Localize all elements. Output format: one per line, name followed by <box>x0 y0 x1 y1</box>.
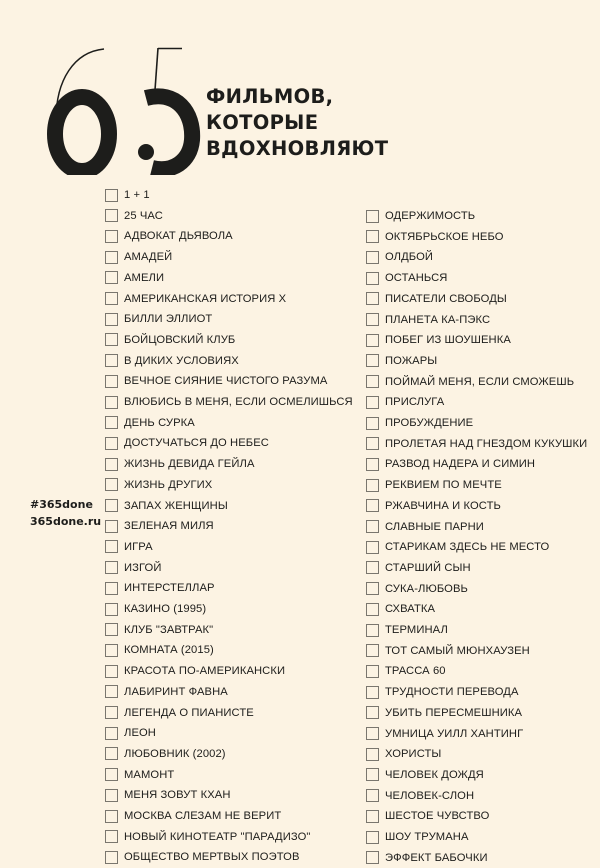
checklist-item[interactable] <box>105 436 269 450</box>
checklist-item-label: ОЛДБОЙ <box>385 251 434 264</box>
checkbox[interactable] <box>105 520 118 533</box>
checklist-item-label: КЛУБ "ЗАВТРАК" <box>124 623 214 636</box>
checklist-item[interactable] <box>366 685 519 699</box>
checklist-item[interactable] <box>105 312 212 326</box>
checkbox[interactable] <box>105 789 118 802</box>
checkbox[interactable] <box>105 375 118 388</box>
checkbox[interactable] <box>366 313 379 326</box>
checkbox[interactable] <box>366 375 379 388</box>
checklist-item-label: ТРУДНОСТИ ПЕРЕВОДА <box>385 686 519 699</box>
checklist-item[interactable] <box>366 540 549 554</box>
checklist-item-label: ЛАБИРИНТ ФАВНА <box>124 685 228 698</box>
checklist-item-label: ПОЙМАЙ МЕНЯ, ЕСЛИ СМОЖЕШЬ <box>385 375 575 388</box>
checkbox[interactable] <box>105 623 118 636</box>
checklist-item[interactable] <box>366 395 444 409</box>
checklist-item[interactable] <box>366 313 490 327</box>
checklist-item-label: АДВОКАТ ДЬЯВОЛА <box>124 230 233 243</box>
checklist-item[interactable] <box>366 851 488 865</box>
checklist-item-label: АМАДЕЙ <box>124 251 173 264</box>
checklist-item[interactable] <box>105 768 174 782</box>
checklist-item[interactable] <box>105 229 233 243</box>
checklist-item[interactable] <box>105 499 228 513</box>
checklist-item[interactable] <box>105 540 153 554</box>
checklist-item-label: ПОЖАРЫ <box>385 354 438 367</box>
checklist-item[interactable] <box>105 416 195 430</box>
checkbox[interactable] <box>105 830 118 843</box>
checkbox[interactable] <box>105 727 118 740</box>
checkbox[interactable] <box>366 499 379 512</box>
checklist-item-label: СХВАТКА <box>385 603 436 616</box>
checklist-item-label: УБИТЬ ПЕРЕСМЕШНИКА <box>385 706 523 719</box>
checkbox[interactable] <box>366 748 379 761</box>
checkbox[interactable] <box>105 644 118 657</box>
hashtag-label: #365done <box>30 498 93 511</box>
checklist-item-label: ЛЮБОВНИК (2002) <box>124 747 226 760</box>
checkbox[interactable] <box>366 686 379 699</box>
checklist-item-label: В ДИКИХ УСЛОВИЯХ <box>124 354 239 367</box>
checkbox[interactable] <box>366 727 379 740</box>
checkbox[interactable] <box>366 624 379 637</box>
checklist-item-label: ОБЩЕСТВО МЕРТВЫХ ПОЭТОВ <box>124 851 300 864</box>
checklist-item-label: КРАСОТА ПО-АМЕРИКАНСКИ <box>124 665 286 678</box>
checkbox[interactable] <box>366 644 379 657</box>
checklist-item-label: МЕНЯ ЗОВУТ КХАН <box>124 789 231 802</box>
checklist-item-label: БИЛЛИ ЭЛЛИОТ <box>124 313 213 326</box>
checkbox[interactable] <box>105 209 118 222</box>
checkbox[interactable] <box>105 333 118 346</box>
checklist-item-label: ЧЕЛОВЕК ДОЖДЯ <box>385 768 484 781</box>
checklist-item-label: СТАРИКАМ ЗДЕСЬ НЕ МЕСТО <box>385 541 550 554</box>
checkbox[interactable] <box>105 603 118 616</box>
checkbox[interactable] <box>366 789 379 802</box>
checklist-item-label: ТЕРМИНАЛ <box>385 624 448 636</box>
title-line-3: ВДОХНОВЛЯЮТ <box>206 137 389 160</box>
checklist-item[interactable] <box>105 333 235 347</box>
checklist-item-label: ВЛЮБИСЬ В МЕНЯ, ЕСЛИ ОСМЕЛИШЬСЯ <box>124 396 353 408</box>
checklist-item[interactable] <box>105 809 281 823</box>
checklist-item[interactable] <box>105 685 228 699</box>
checklist-item-label: ПРИСЛУГА <box>385 396 445 409</box>
checklist-item[interactable] <box>105 581 215 595</box>
checklist-item[interactable] <box>105 457 255 471</box>
checklist-item[interactable] <box>366 602 435 616</box>
checklist-item[interactable] <box>105 478 212 492</box>
checklist-item[interactable] <box>366 664 446 678</box>
checklist-item-label: 1 + 1 <box>124 189 150 201</box>
checkbox[interactable] <box>366 272 379 285</box>
checkbox[interactable] <box>366 582 379 595</box>
checklist-item-label: ПРОБУЖДЕНИЕ <box>385 417 474 429</box>
checklist-item-label: СТАРШИЙ СЫН <box>385 561 471 574</box>
checkbox[interactable] <box>105 685 118 698</box>
checklist-item-label: КОМНАТА (2015) <box>124 644 214 657</box>
checklist-item[interactable] <box>105 623 213 637</box>
checklist-item-label: ЛЕОН <box>124 727 156 740</box>
checklist-item[interactable] <box>366 809 489 823</box>
checkbox[interactable] <box>105 189 118 202</box>
checklist-item-label: ПИСАТЕЛИ СВОБОДЫ <box>385 292 507 305</box>
hero-number <box>26 40 206 175</box>
hero-number-text: 65 <box>26 40 28 41</box>
checkbox[interactable] <box>105 810 118 823</box>
checklist-item[interactable] <box>366 354 437 368</box>
checkbox[interactable] <box>366 831 379 844</box>
checklist-item[interactable] <box>105 374 327 388</box>
checkbox[interactable] <box>366 354 379 367</box>
checklist-item-label: ЛЕГЕНДА О ПИАНИСТЕ <box>124 706 254 719</box>
checklist-item[interactable] <box>366 623 448 637</box>
checkbox[interactable] <box>366 292 379 305</box>
checklist-item-label: ИЗГОЙ <box>124 561 162 574</box>
checklist-item-label: ТРАССА 60 <box>385 665 446 678</box>
checklist-item-label: ЖИЗНЬ ДЕВИДА ГЕЙЛА <box>124 458 255 471</box>
title-line-1: ФИЛЬМОВ, <box>206 85 334 108</box>
checkbox[interactable] <box>105 499 118 512</box>
checkbox[interactable] <box>105 768 118 781</box>
checklist-item[interactable] <box>105 788 231 802</box>
checkbox[interactable] <box>105 437 118 450</box>
checklist-item-label: ЧЕЛОВЕК-СЛОН <box>385 789 475 802</box>
checkbox[interactable] <box>366 210 379 223</box>
checkbox[interactable] <box>366 251 379 264</box>
checkbox[interactable] <box>105 706 118 719</box>
checklist-item[interactable] <box>366 520 484 534</box>
checkbox[interactable] <box>105 665 118 678</box>
checklist-item[interactable] <box>366 271 447 285</box>
checklist-item[interactable] <box>105 561 161 575</box>
checklist-item-label: ВЕЧНОЕ СИЯНИЕ ЧИСТОГО РАЗУМА <box>124 375 328 388</box>
checklist-item[interactable] <box>366 437 587 451</box>
side-credits <box>30 496 101 530</box>
checklist-item[interactable] <box>366 478 502 492</box>
checklist-item-label: ШОУ ТРУМАНА <box>385 831 469 843</box>
checklist-item-label: ИГРА <box>124 540 153 553</box>
checklist-item[interactable] <box>366 375 574 389</box>
checklist-item[interactable] <box>366 644 530 658</box>
checkbox[interactable] <box>105 478 118 491</box>
checklist-item[interactable] <box>366 582 468 596</box>
checkbox[interactable] <box>105 561 118 574</box>
checklist-item-label: НОВЫЙ КИНОТЕАТР "ПАРАДИЗО" <box>124 830 311 843</box>
checklist-item[interactable] <box>366 416 473 430</box>
checkbox[interactable] <box>366 230 379 243</box>
checkbox[interactable] <box>366 603 379 616</box>
checkbox[interactable] <box>105 747 118 760</box>
checklist-item-label: АМЕЛИ <box>124 271 165 284</box>
checklist-item[interactable] <box>105 726 156 740</box>
checklist-item[interactable] <box>366 727 523 741</box>
checkbox[interactable] <box>366 437 379 450</box>
checklist-item-label: ЗЕЛЕНАЯ МИЛЯ <box>124 520 214 533</box>
checklist-item-label: ИНТЕРСТЕЛЛАР <box>124 582 215 595</box>
checklist-item-label: ШЕСТОЕ ЧУВСТВО <box>385 810 490 823</box>
checklist-item-label: СЛАВНЫЕ ПАРНИ <box>385 520 484 533</box>
checklist-item[interactable] <box>105 188 150 202</box>
checkbox[interactable] <box>366 479 379 492</box>
checkbox[interactable] <box>366 520 379 533</box>
checkbox[interactable] <box>366 810 379 823</box>
checklist-item-label: МАМОНТ <box>124 768 175 781</box>
checkbox[interactable] <box>366 706 379 719</box>
checklist-item-label: ЖИЗНЬ ДРУГИХ <box>124 478 213 491</box>
checklist-item[interactable] <box>105 706 254 720</box>
checklist-item-label: ПЛАНЕТА КА-ПЭКС <box>385 313 491 326</box>
checkbox[interactable] <box>105 851 118 864</box>
checkbox[interactable] <box>105 313 118 326</box>
checklist-item[interactable] <box>105 250 172 264</box>
checkbox[interactable] <box>105 582 118 595</box>
checklist-item-label: ЭФФЕКТ БАБОЧКИ <box>385 851 488 864</box>
checklist-item-label: ТОТ САМЫЙ МЮНХАУЗЕН <box>385 644 530 657</box>
checklist-item[interactable] <box>366 747 441 761</box>
checkbox[interactable] <box>105 271 118 284</box>
checklist-item-label: РЕКВИЕМ ПО МЕЧТЕ <box>385 479 502 492</box>
checklist-item[interactable] <box>105 850 300 864</box>
checklist-item-label: 25 ЧАС <box>124 209 163 222</box>
checkbox[interactable] <box>366 396 379 409</box>
checklist-item[interactable] <box>366 230 504 244</box>
checklist-item[interactable] <box>105 602 206 616</box>
checkbox[interactable] <box>105 540 118 553</box>
checkbox[interactable] <box>105 354 118 367</box>
checklist-item[interactable] <box>105 664 285 678</box>
checklist-item-label: БОЙЦОВСКИЙ КЛУБ <box>124 333 236 346</box>
site-link: 365done.ru <box>30 515 102 528</box>
checklist-item[interactable] <box>366 499 501 513</box>
checklist-item-label: СУКА-ЛЮБОВЬ <box>385 582 468 595</box>
checklist-item[interactable] <box>366 209 475 223</box>
checkbox[interactable] <box>366 851 379 864</box>
checklist-item-label: ХОРИСТЫ <box>385 748 442 761</box>
checklist-item-label: РАЗВОД НАДЕРА И СИМИН <box>385 458 536 471</box>
checklist-item[interactable] <box>105 643 214 657</box>
checklist-item-label: ОСТАНЬСЯ <box>385 272 448 285</box>
checklist-item[interactable] <box>105 354 239 368</box>
checkbox[interactable] <box>105 251 118 264</box>
checklist-item[interactable] <box>105 747 226 761</box>
checklist-item[interactable] <box>105 395 353 409</box>
checklist-item[interactable] <box>105 209 163 223</box>
checklist-item[interactable] <box>105 830 310 844</box>
title-line-2: КОТОРЫЕ <box>206 111 319 134</box>
checklist-item-label: ОДЕРЖИМОСТЬ <box>385 210 476 222</box>
checkbox[interactable] <box>105 230 118 243</box>
checklist-item[interactable] <box>366 292 507 306</box>
checkbox[interactable] <box>105 416 118 429</box>
checklist-item[interactable] <box>105 519 214 533</box>
checkbox[interactable] <box>105 458 118 471</box>
checkbox[interactable] <box>366 541 379 554</box>
checkbox[interactable] <box>366 458 379 471</box>
checklist-item-label: ДОСТУЧАТЬСЯ ДО НЕБЕС <box>124 437 269 450</box>
checklist-item[interactable] <box>366 561 471 575</box>
checklist-item-label: ДЕНЬ СУРКА <box>124 416 195 429</box>
checkbox[interactable] <box>105 396 118 409</box>
checklist-item[interactable] <box>366 457 535 471</box>
checklist-item[interactable] <box>366 250 433 264</box>
checklist-item-label: ПРОЛЕТАЯ НАД ГНЕЗДОМ КУКУШКИ <box>385 437 588 450</box>
checklist-item[interactable] <box>366 706 522 720</box>
checklist-item[interactable] <box>366 768 484 782</box>
checklist-item[interactable] <box>366 789 474 803</box>
checklist-item[interactable] <box>366 830 469 844</box>
checkbox[interactable] <box>105 292 118 305</box>
checklist-item[interactable] <box>105 292 286 306</box>
checklist-item-label: АМЕРИКАНСКАЯ ИСТОРИЯ X <box>124 292 287 305</box>
checklist-item-label: КАЗИНО (1995) <box>124 603 207 615</box>
checklist-item-label: УМНИЦА УИЛЛ ХАНТИНГ <box>385 727 524 740</box>
checklist-item[interactable] <box>366 333 511 347</box>
checklist-item[interactable] <box>105 271 164 285</box>
checklist-item-label: МОСКВА СЛЕЗАМ НЕ ВЕРИТ <box>124 810 282 822</box>
checklist-item-label: ПОБЕГ ИЗ ШОУШЕНКА <box>385 334 511 347</box>
page-title <box>206 84 388 162</box>
checkbox[interactable] <box>366 334 379 347</box>
checkbox[interactable] <box>366 417 379 430</box>
checklist-item-label: ЗАПАХ ЖЕНЩИНЫ <box>124 499 228 512</box>
checklist-item-label: РЖАВЧИНА И КОСТЬ <box>385 499 501 512</box>
checkbox[interactable] <box>366 665 379 678</box>
checkbox[interactable] <box>366 561 379 574</box>
checklist-item-label: ОКТЯБРЬСКОЕ НЕБО <box>385 230 504 243</box>
checkbox[interactable] <box>366 768 379 781</box>
